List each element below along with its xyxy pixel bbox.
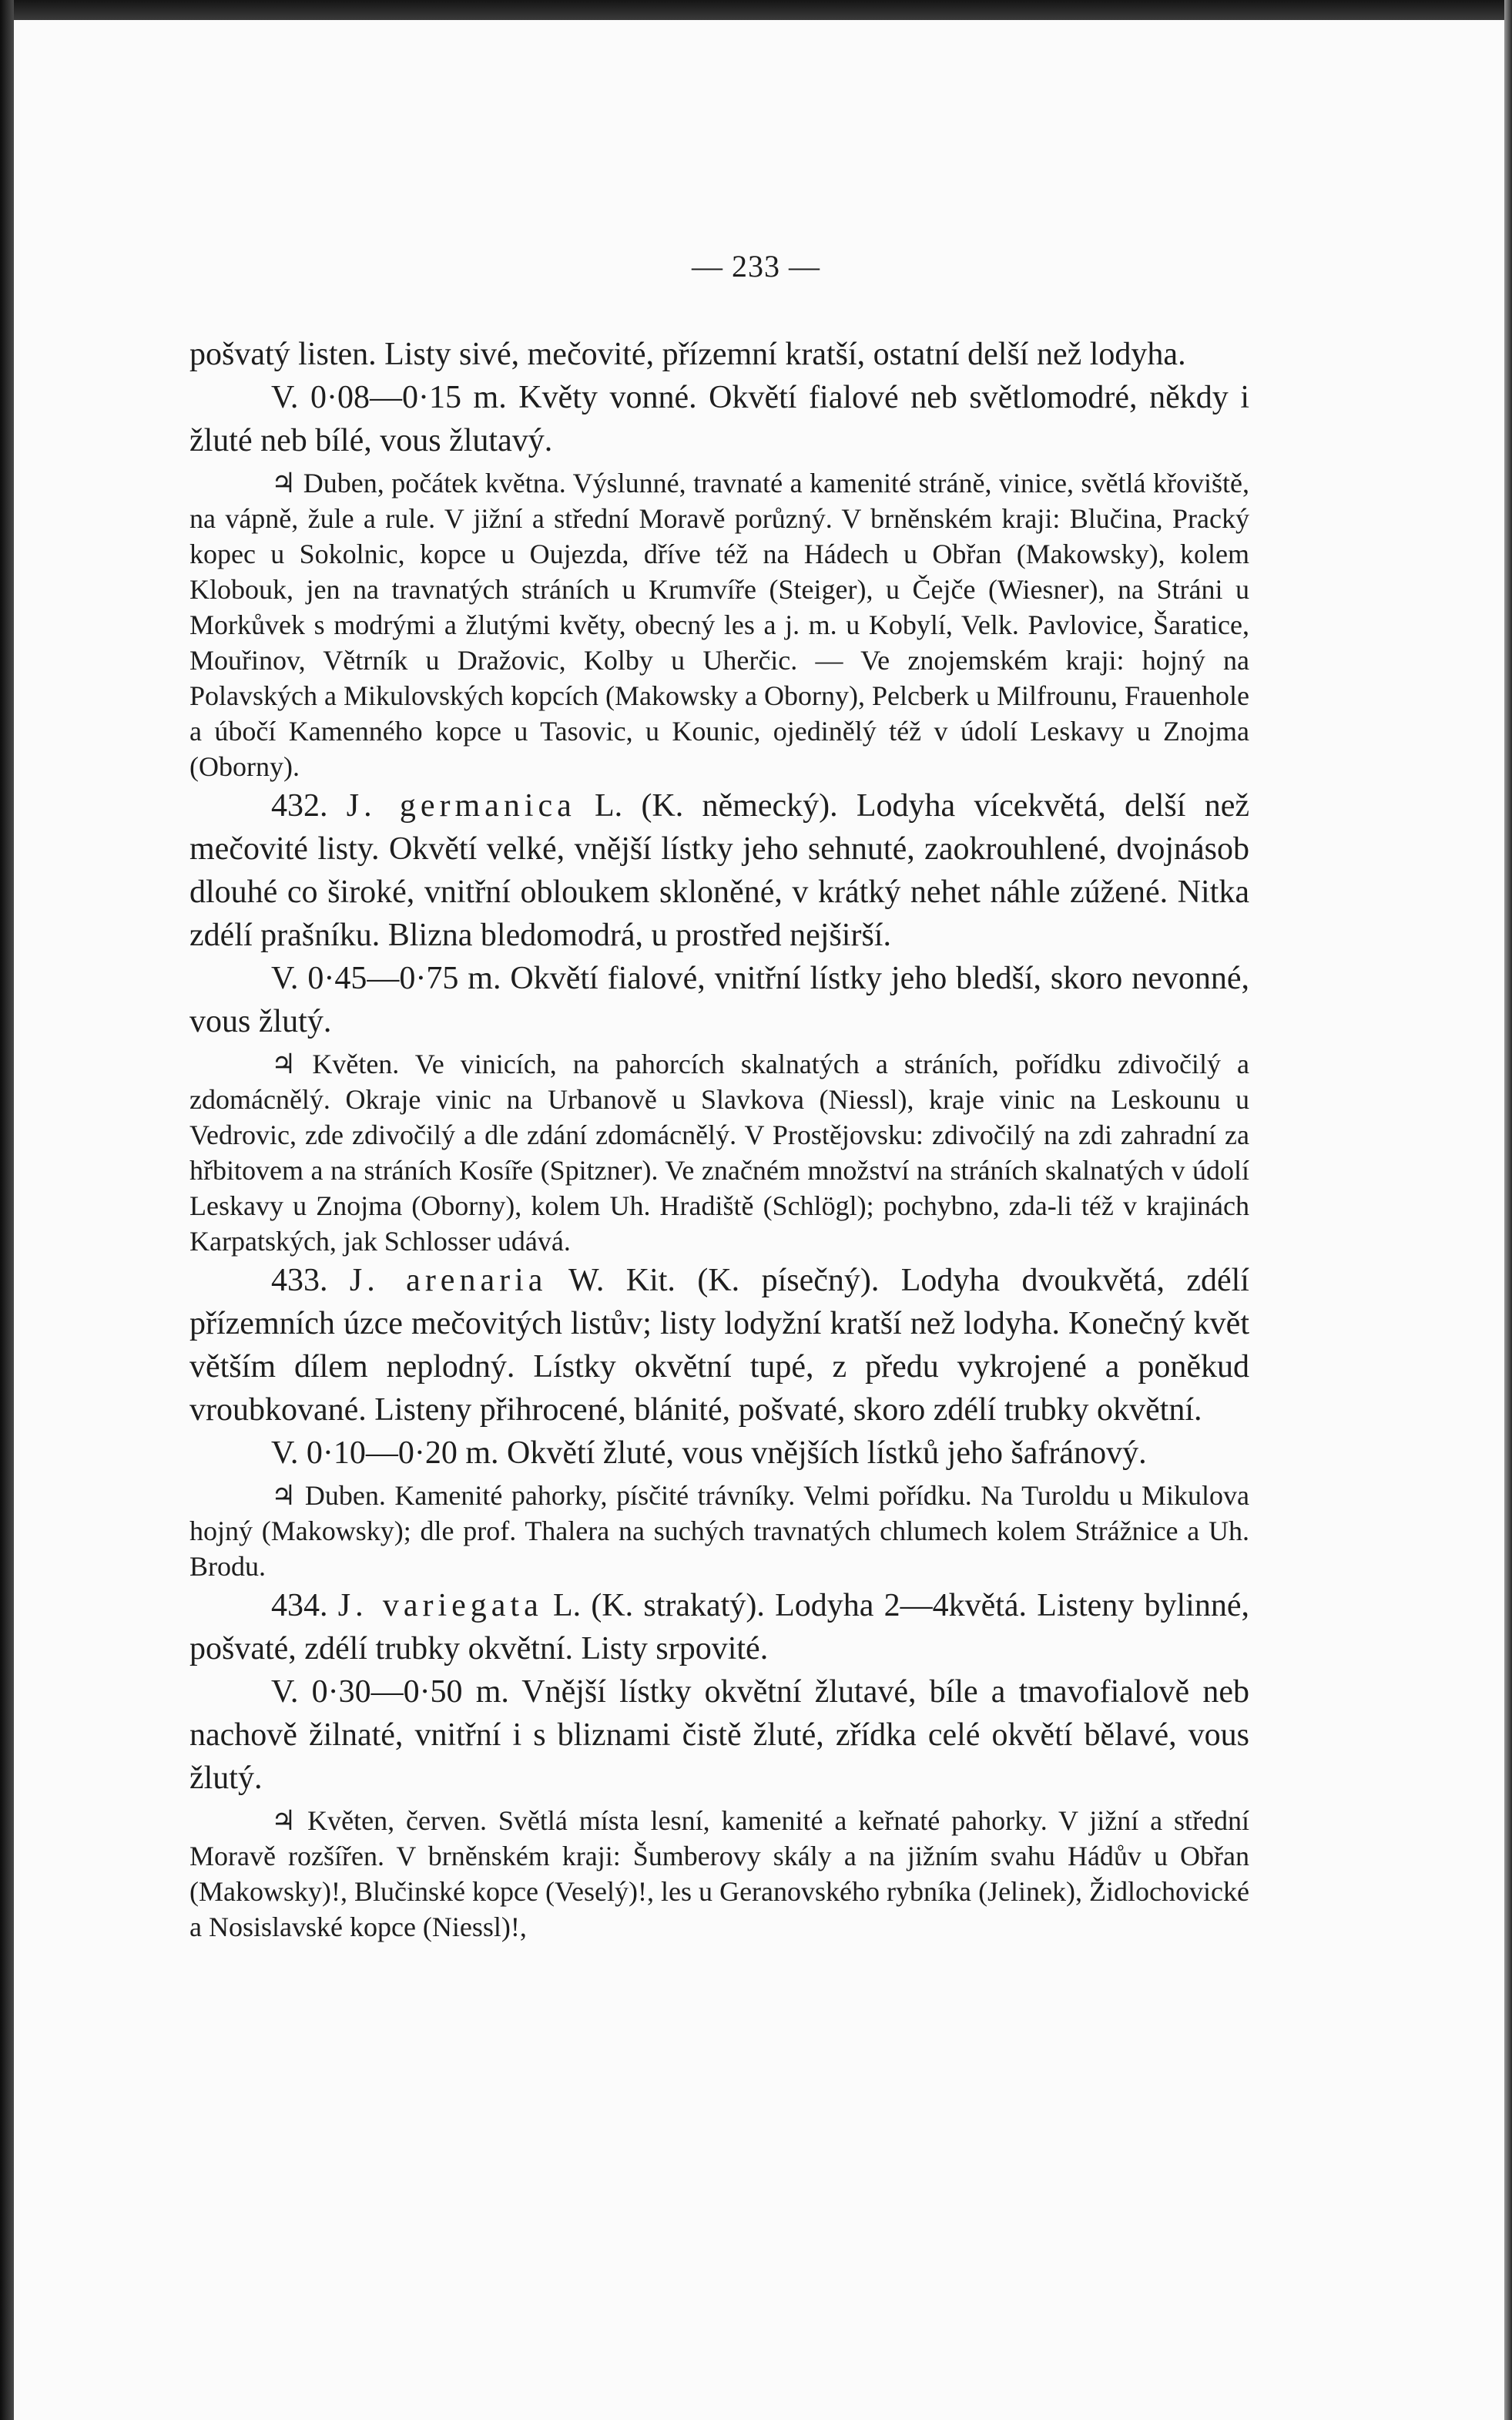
body-text	[189, 333, 1249, 1945]
page-number: — 233 —	[692, 249, 820, 284]
species-latin-name: J. variegata	[337, 1588, 543, 1623]
paragraph: V. 0·08—0·15 m. Květy vonné. Okvětí fialové neb světlomodré, někdy i žluté neb bílé, vous žlutavý.	[189, 380, 1249, 458]
species-description: Lodyha dvoukvětá, zdélí přízemních úzce mečovitých listův; listy lodyžní kratší než lodyha. Konečný květ větším dílem neplodný. Lístky okvětní tupé, z předu vykrojené a poněkud vroubkované. Listeny přihrocené, blánité, pošvaté, skoro zdélí trubky okvětní.	[189, 1263, 1249, 1428]
species-number: 432.	[271, 788, 328, 824]
species-latin-name: J. arenaria	[349, 1263, 548, 1298]
scan-edge-right	[1504, 0, 1512, 2420]
species-entry-432	[189, 784, 1249, 957]
species-entry-433	[189, 1259, 1249, 1432]
species-author: W. Kit.	[568, 1263, 676, 1298]
species-czech-name: (K. strakatý).	[591, 1588, 765, 1623]
species-author: L.	[552, 1588, 582, 1623]
paragraph: V. 0·10—0·20 m. Okvětí žluté, vous vnějších lístků jeho šafránový.	[271, 1435, 1147, 1471]
species-number: 433.	[271, 1263, 328, 1298]
paragraph: ♃ Duben, počátek května. Výslunné, travnaté a kamenité stráně, vinice, světlá křoviště, na vápně, žule a rule. V jižní a střední Moravě porůzný. V brněnském kraji: Blučina, Pracký kopec u Sokolnic, kopce u Oujezda, dříve též na Hádech u Obřan (Makowsky), kolem Klobouk, jen na travnatých stráních u Krumvíře (Steiger), u Čejče (Wiesner), na Stráni u Morkůvek s modrými a žlutými květy, obecný les a j. m. u Kobylí, Velk. Pavlovice, Šaratice, Mouřinov, Větrník u Dražovic, Kolby u Uherčic. — Ve znojemském kraji: hojný na Polavských a Mikulovských kopcích (Makowsky a Oborny), Pelcberk u Milfrounu, Frauenhole a úbočí Kamenného kopce u Tasovic, u Kounic, ojedinělý též v údolí Leskavy u Znojma (Oborny).	[189, 468, 1249, 782]
paragraph: ♃ Duben. Kamenité pahorky, písčité trávníky. Velmi pořídku. Na Turoldu u Mikulova hojný (Makowsky); dle prof. Thalera na suchých travnatých chlumech kolem Strážnice a Uh. Brodu.	[189, 1480, 1249, 1582]
paragraph: ♃ Květen, červen. Světlá místa lesní, kamenité a keřnaté pahorky. V jižní a střední Moravě rozšířen. V brněnském kraji: Šumberovy skály a na jižním svahu Hádův u Obřan (Makowsky)!, Blučinské kopce (Veselý)!, les u Geranovského rybníka (Jelinek), Židlochovické a Nosislavské kopce (Niessl)!,	[189, 1805, 1249, 1942]
species-number: 434.	[271, 1588, 328, 1623]
paragraph: ♃ Květen. Ve vinicích, na pahorcích skalnatých a stráních, pořídku zdivočilý a zdomácnělý. Okraje vinic na Urbanově u Slavkova (Niessl), kraje vinic na Leskounu u Vedrovic, zde zdivočilý a dle zdání zdomácnělý. V Prostějovsku: zdivočilý na zdi zahradní za hřbitovem a na stráních Kosíře (Spitzner). Ve značném množství na stráních skalnatých v údolí Leskavy u Znojma (Oborny), kolem Uh. Hradiště (Schlögl); pochybno, zda-li též v krajinách Karpatských, jak Schlosser udává.	[189, 1049, 1249, 1257]
species-description: Lodyha 2—4květá. Listeny bylinné, pošvaté, zdélí trubky okvětní. Listy srpovité.	[189, 1588, 1249, 1666]
species-czech-name: (K. písečný).	[697, 1263, 880, 1298]
paragraph: V. 0·30—0·50 m. Vnější lístky okvětní žlutavé, bíle a tmavofialově neb nachově žilnaté, vnitřní i s bliznami čistě žluté, zřídka celé okvětí bělavé, vous žlutý.	[189, 1674, 1249, 1796]
species-entry-434	[189, 1584, 1249, 1670]
species-author: L.	[595, 788, 623, 824]
paragraph: V. 0·45—0·75 m. Okvětí fialové, vnitřní lístky jeho bledší, skoro nevonné, vous žlutý.	[189, 961, 1249, 1039]
paragraph: pošvatý listen. Listy sivé, mečovité, přízemní kratší, ostatní delší než lodyha.	[189, 337, 1186, 372]
species-czech-name: (K. německý).	[641, 788, 838, 824]
species-latin-name: J. germanica	[346, 788, 576, 824]
species-description: Lodyha vícekvětá, delší než mečovité listy. Okvětí velké, vnější lístky jeho sehnuté, zaokrouhlené, dvojnásob dlouhé co široké, vnitřní obloukem skloněné, v krátký nehet náhle zúžené. Nitka zdélí prašníku. Blizna bledomodrá, u prostřed nejširší.	[189, 788, 1249, 953]
scan-edge-left	[0, 0, 14, 2420]
scan-edge-top	[0, 0, 1512, 20]
